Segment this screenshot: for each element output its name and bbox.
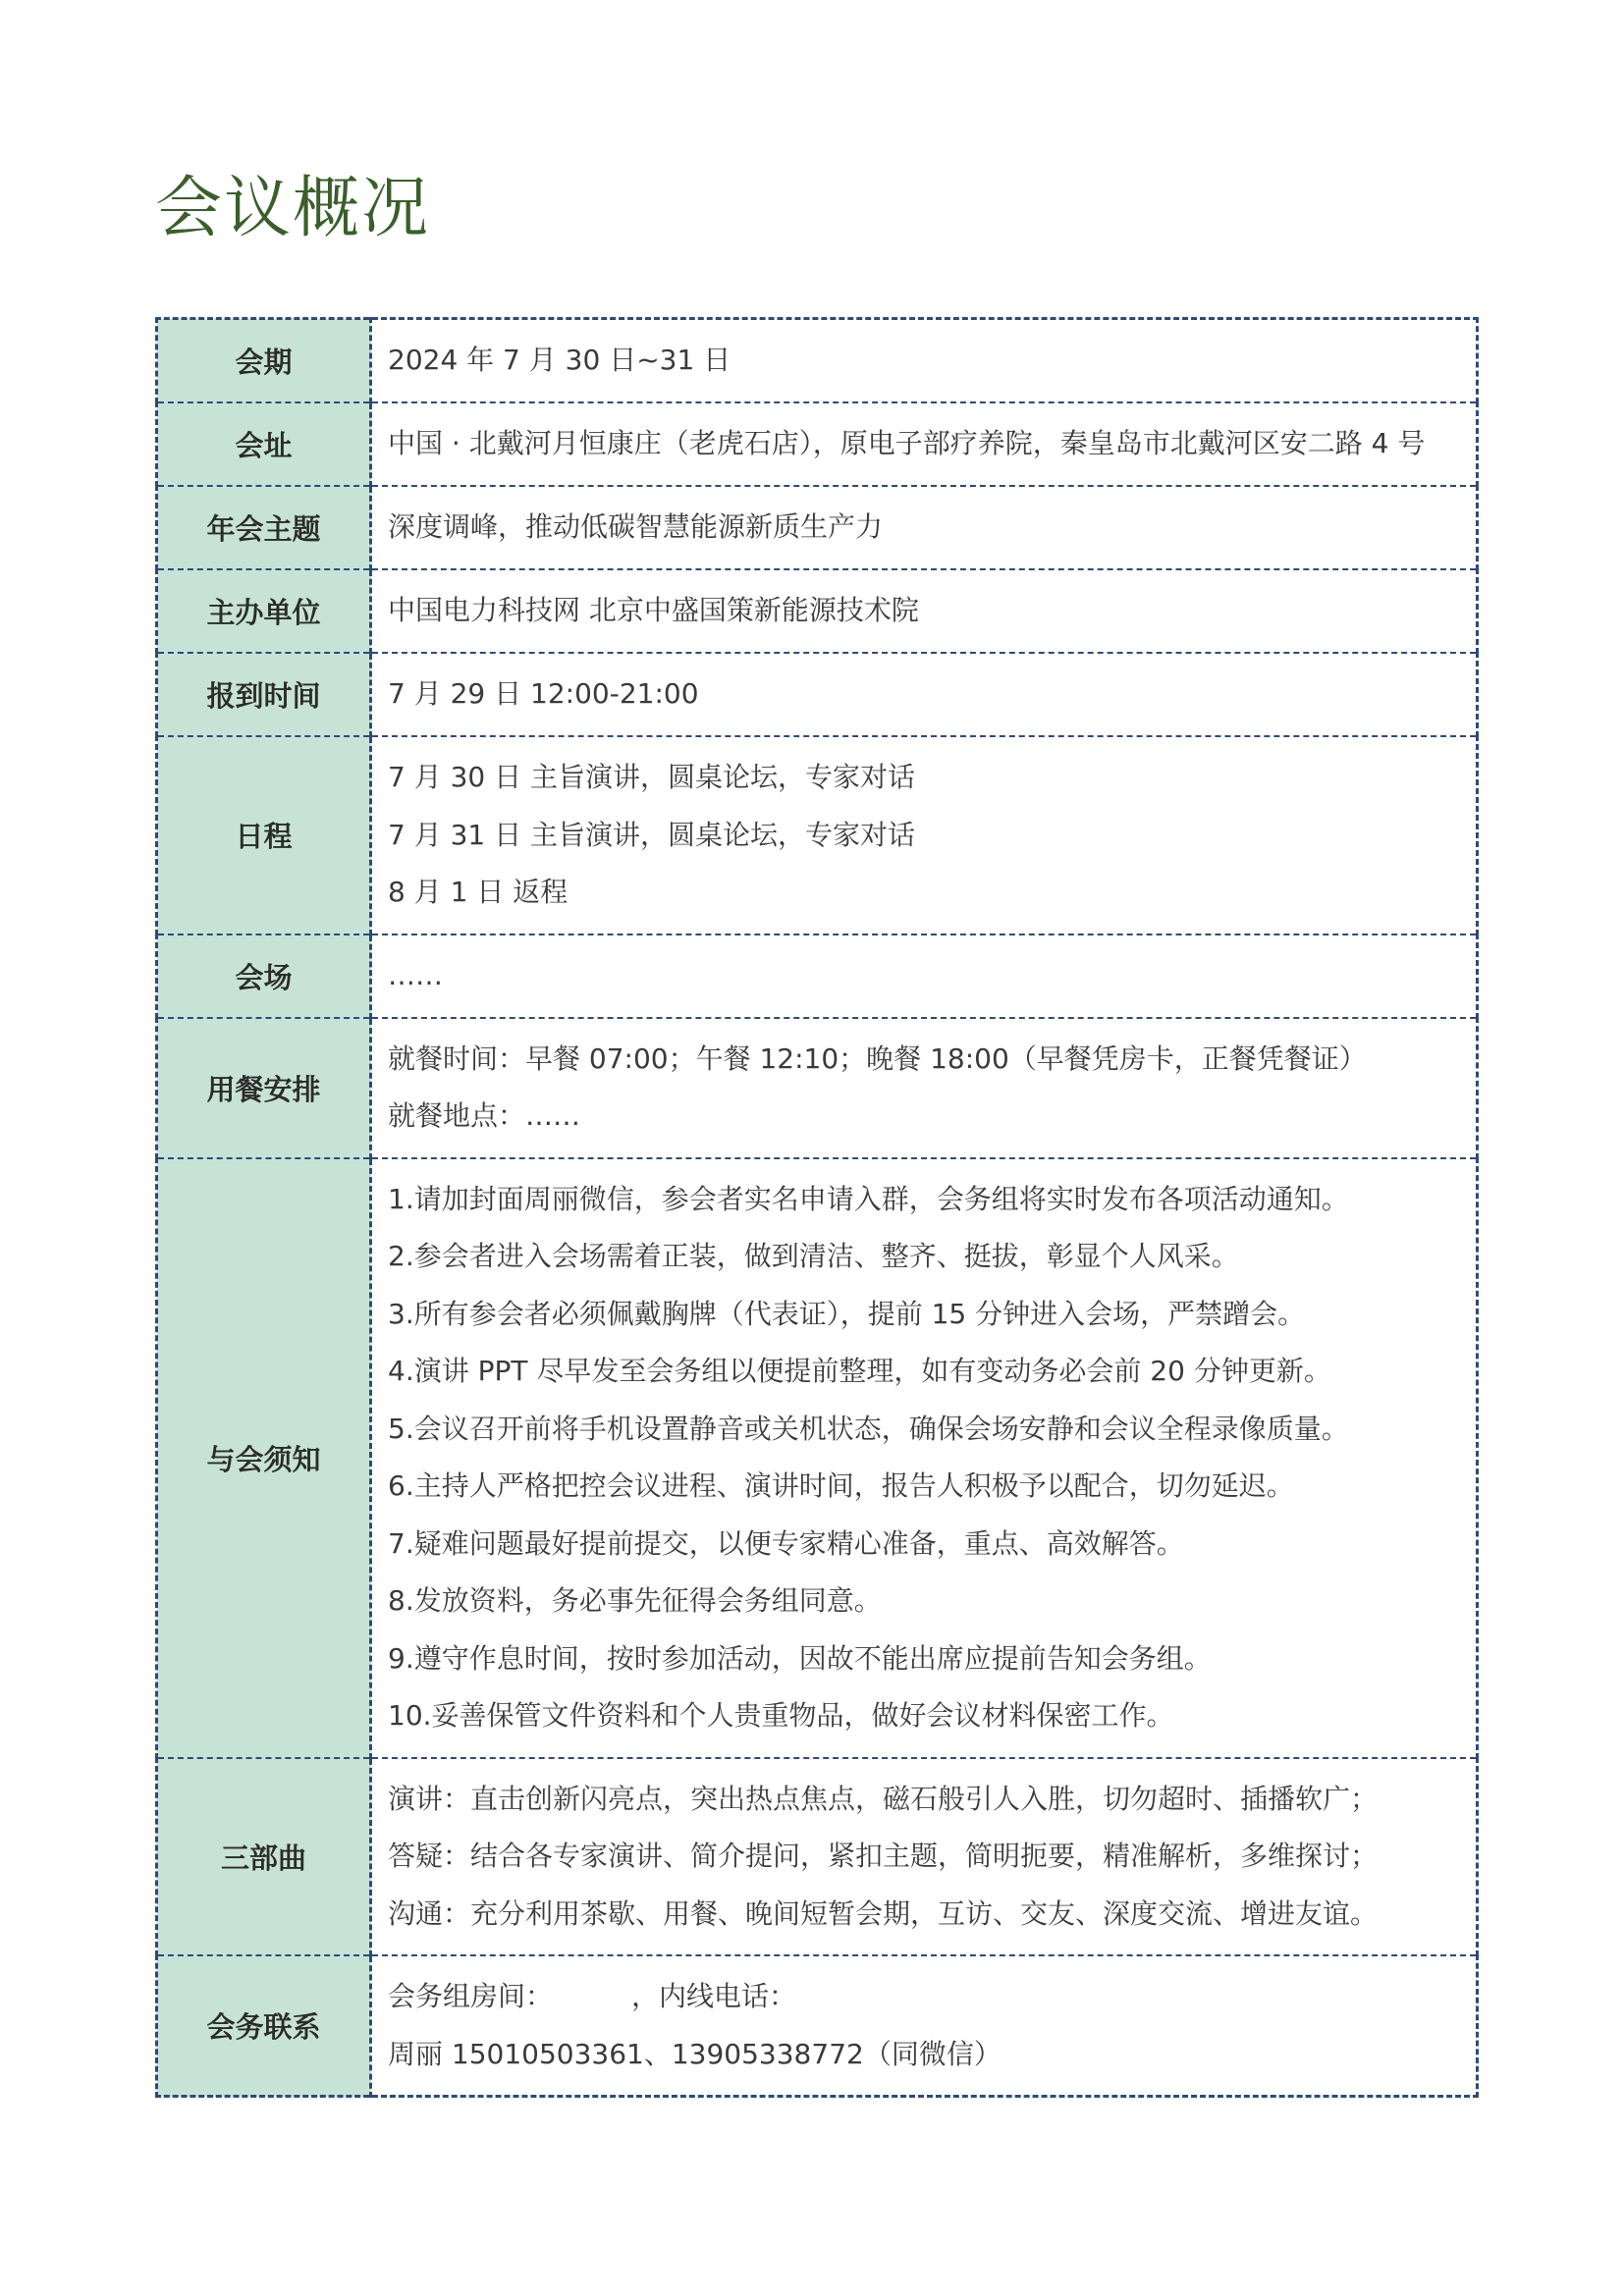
row-value [371, 934, 1478, 1018]
row-label: 会期 [157, 319, 371, 403]
value-line: 周丽 15010503361、13905338772（同微信） [388, 2037, 1001, 2070]
value-line: 7 月 31 日 主旨演讲，圆桌论坛，专家对话 [388, 818, 916, 851]
value-line: 8 月 1 日 返程 [388, 876, 568, 908]
row-label: 与会须知 [157, 1158, 371, 1758]
table-row-schedule [157, 736, 1478, 934]
table-row-notice [157, 1158, 1478, 1758]
value-line: 中国电力科技网 北京中盛国策新能源技术院 [388, 594, 919, 627]
row-label: 年会主题 [157, 486, 371, 569]
list-item: 3.所有参会者必须佩戴胸牌（代表证），提前 15 分钟进入会场，严禁蹭会。 [388, 1297, 1306, 1330]
value-line: 深度调峰，推动低碳智慧能源新质生产力 [388, 510, 884, 544]
row-value [371, 1018, 1478, 1158]
value-line [388, 1968, 1476, 2026]
list-item: 5.会议召开前将手机设置静音或关机状态，确保会场安静和会议全程录像质量。 [388, 1412, 1349, 1445]
row-label: 主办单位 [157, 569, 371, 653]
row-value [371, 1955, 1478, 2097]
list-item: 4.演讲 PPT 尽早发至会务组以便提前整理，如有变动务必会前 20 分钟更新。 [388, 1355, 1331, 1387]
table-row-meals [157, 1018, 1478, 1158]
value-line: 7 月 29 日 12:00-21:00 [388, 677, 699, 711]
table-row-organizer [157, 569, 1478, 653]
value-line: 2024 年 7 月 30 日~31 日 [388, 344, 731, 377]
row-value [371, 402, 1478, 486]
row-value [371, 653, 1478, 736]
list-item: 2.参会者进入会场需着正装，做到清洁、整齐、挺拔，彰显个人风采。 [388, 1240, 1239, 1272]
row-label: 会址 [157, 402, 371, 486]
row-label: 会场 [157, 934, 371, 1018]
list-item: 10.妥善保管文件资料和个人贵重物品，做好会议材料保密工作。 [388, 1699, 1174, 1732]
value-line: 就餐地点：…… [388, 1099, 581, 1132]
list-item: 9.遵守作息时间，按时参加活动，因故不能出席应提前告知会务组。 [388, 1641, 1212, 1675]
row-label: 三部曲 [157, 1758, 371, 1956]
table-row-theme [157, 486, 1478, 569]
list-item: 1.请加封面周丽微信，参会者实名申请入群，会务组将实时发布各项活动通知。 [388, 1182, 1349, 1215]
value-line: 7 月 30 日 主旨演讲，圆桌论坛，专家对话 [388, 761, 916, 793]
list-item: 8.发放资料，务必事先征得会务组同意。 [388, 1584, 882, 1617]
table-row-date [157, 319, 1478, 403]
row-value [371, 319, 1478, 403]
row-label: 用餐安排 [157, 1018, 371, 1158]
row-value [371, 1758, 1478, 1956]
value-line: 中国 · 北戴河月恒康庄（老虎石店），原电子部疗养院，秦皇岛市北戴河区安二路 4 号 [388, 427, 1426, 460]
row-label: 会务联系 [157, 1955, 371, 2097]
row-label: 日程 [157, 736, 371, 934]
table-row-trilogy [157, 1758, 1478, 1956]
value-line: 就餐时间：早餐 07:00；午餐 12:10；晚餐 18:00（早餐凭房卡，正餐凭餐证） [388, 1041, 1367, 1075]
row-value [371, 736, 1478, 934]
row-value [371, 486, 1478, 569]
table-row-contact [157, 1955, 1478, 2097]
list-item: 7.疑难问题最好提前提交，以便专家精心准备，重点、高效解答。 [388, 1526, 1184, 1560]
phone-label: ，内线电话： [631, 1980, 797, 2012]
meeting-info-table [155, 317, 1479, 2098]
row-label: 报到时间 [157, 653, 371, 736]
value-line: 答疑：结合各专家演讲、简介提问，紧扣主题，简明扼要，精准解析，多维探讨； [388, 1840, 1379, 1872]
page-title: 会议概况 [155, 170, 431, 247]
value-line: …… [388, 958, 443, 991]
row-value [371, 1158, 1478, 1758]
table-row-hall [157, 934, 1478, 1018]
list-item: 6.主持人严格把控会议进程、演讲时间，报告人积极予以配合，切勿延迟。 [388, 1469, 1294, 1502]
room-label: 会务组房间： [388, 1980, 554, 2012]
value-line: 演讲：直击创新闪亮点，突出热点焦点，磁石般引人入胜，切勿超时、插播软广； [388, 1782, 1379, 1815]
table-row-checkin [157, 653, 1478, 736]
row-value [371, 569, 1478, 653]
table-row-venue-address [157, 402, 1478, 486]
value-line: 沟通：充分利用茶歇、用餐、晚间短暂会期，互访、交友、深度交流、增进友谊。 [388, 1896, 1379, 1930]
